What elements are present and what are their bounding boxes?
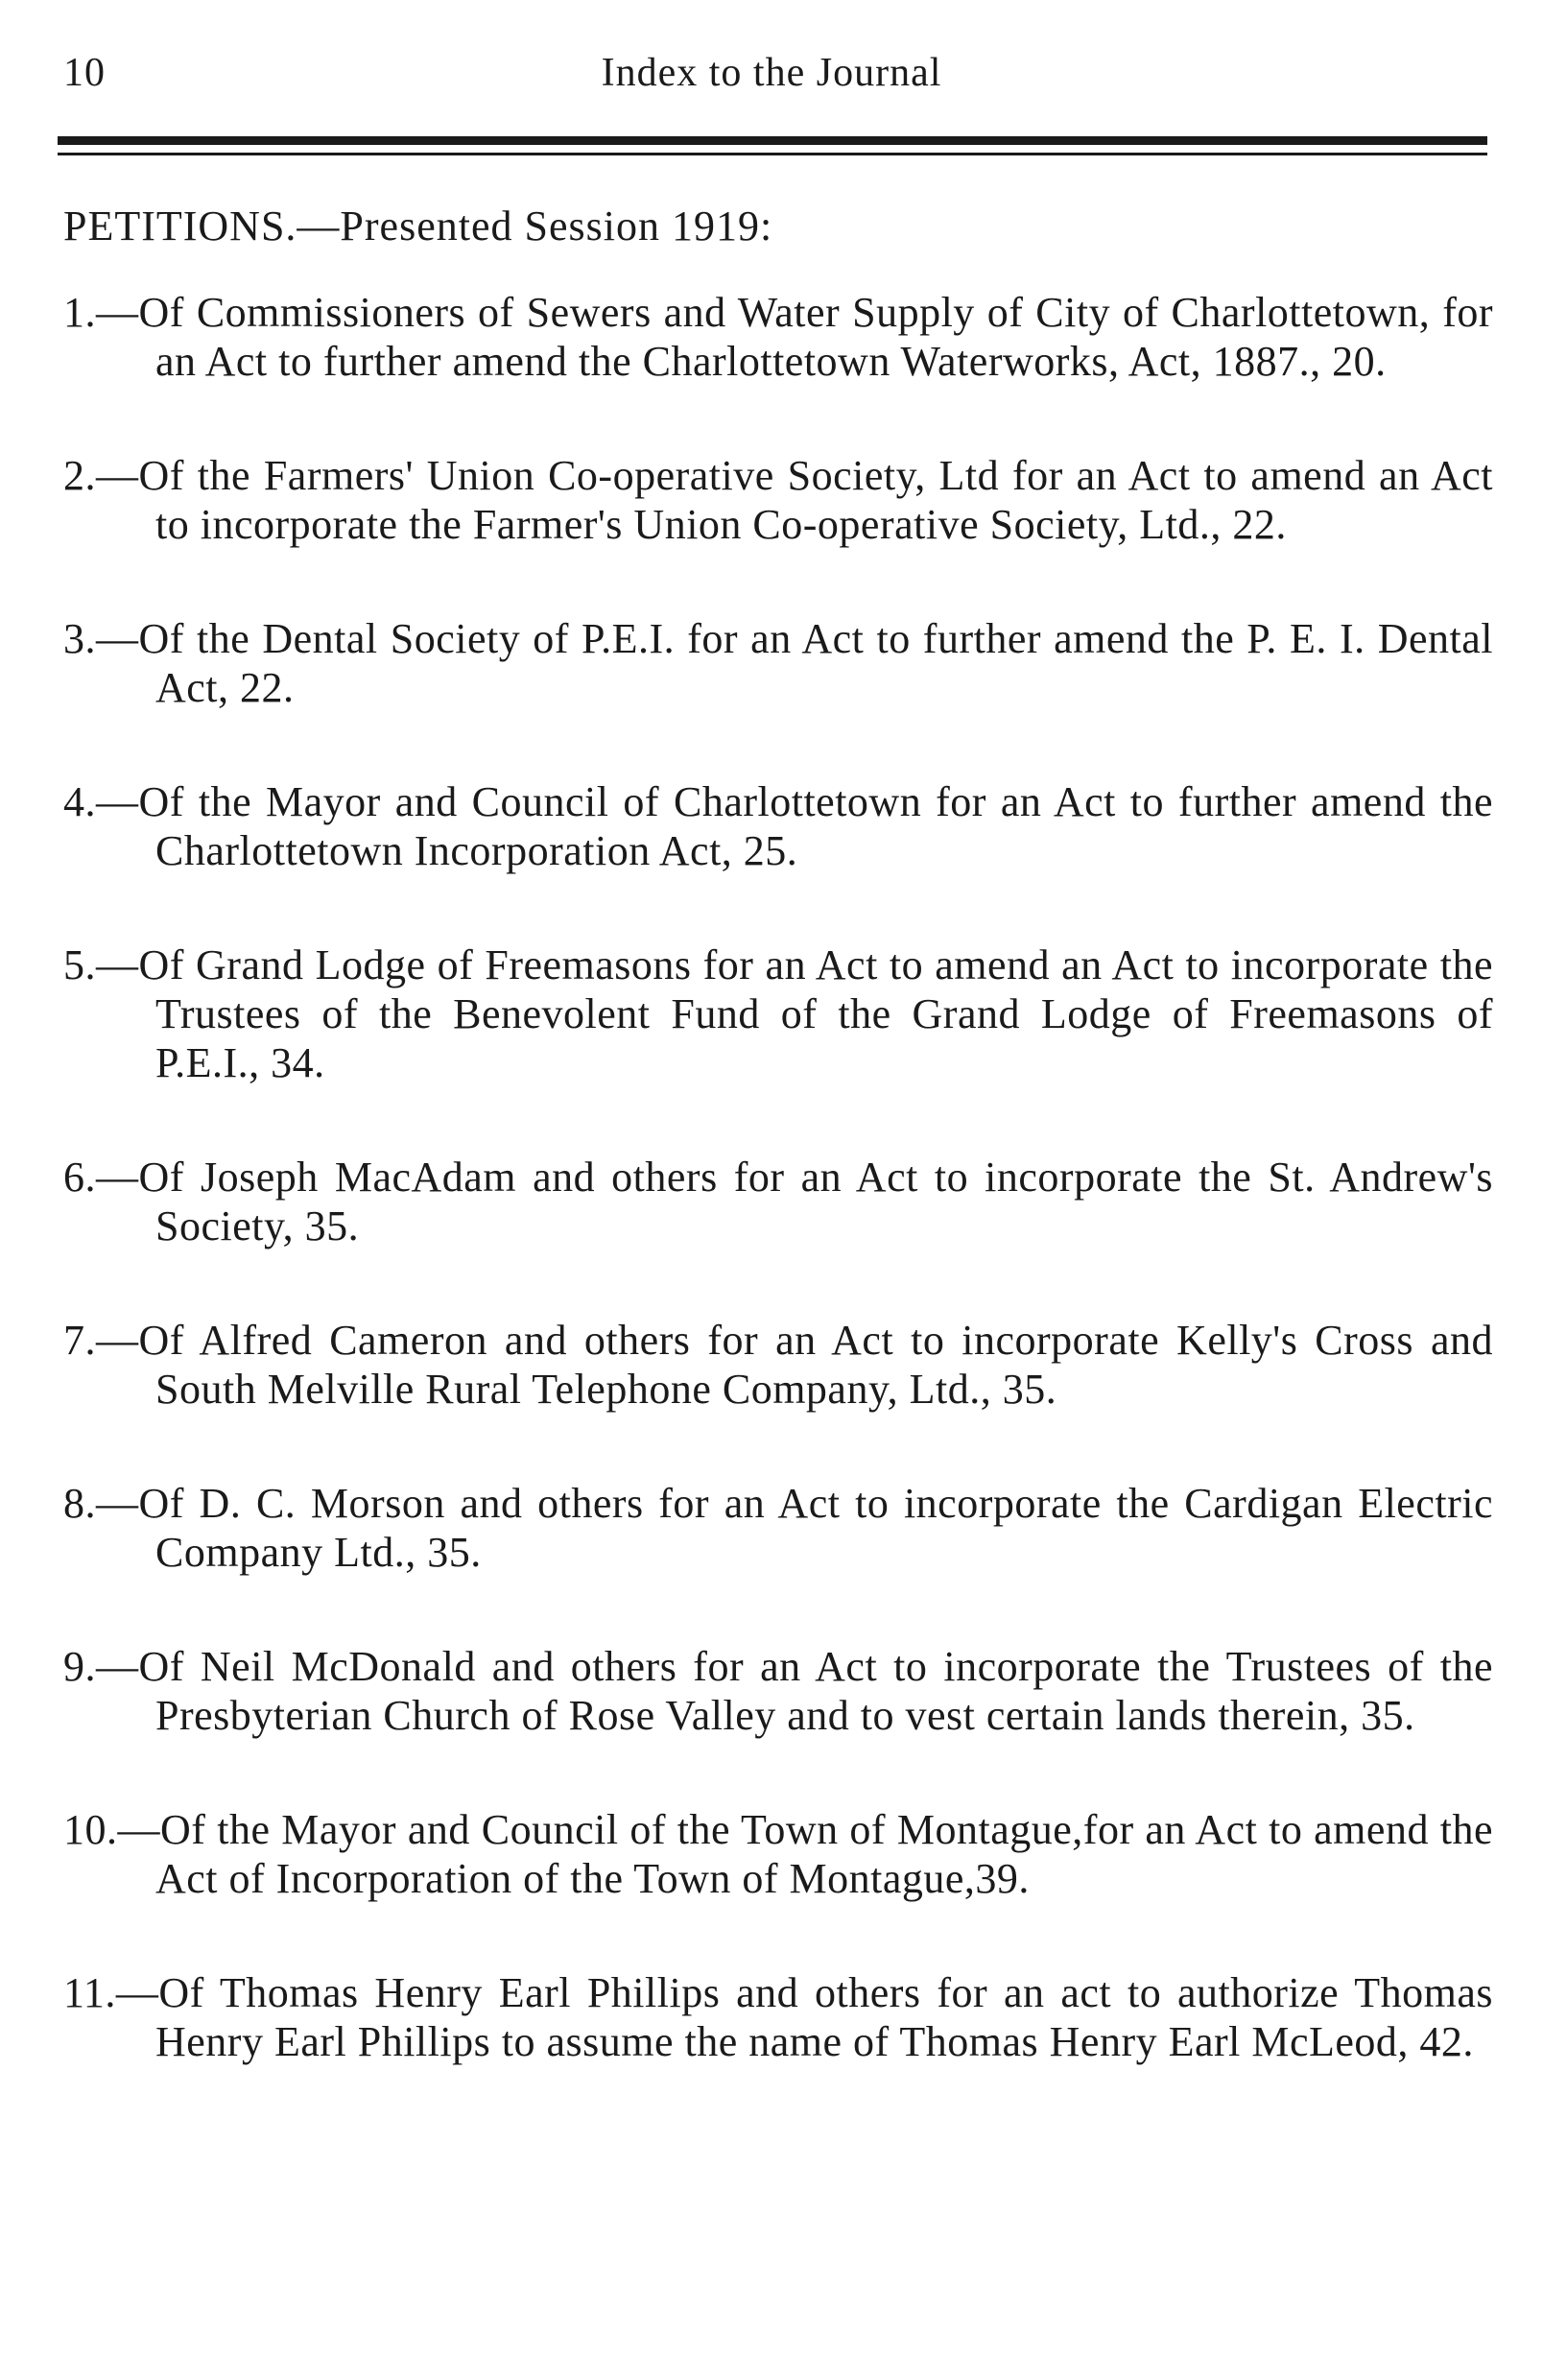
petition-text: Of Grand Lodge of Freemasons for an Act to amend an Act to incorporate the Trustees of the Benevolent Fund of the Grand Lodge of Freemasons of P.E.I., 34. [138, 941, 1493, 1086]
petition-text: Of Joseph MacAdam and others for an Act to incorporate the St. Andrew's Society, 35. [138, 1154, 1493, 1250]
petition-item [63, 451, 1493, 549]
petition-number: 2.— [63, 452, 139, 499]
section-heading: PETITIONS.—Presented Session 1919: [63, 202, 773, 250]
petition-item [63, 614, 1493, 712]
petition-text: Of Neil McDonald and others for an Act to incorporate the Trustees of the Presbyterian Church of Rose Valley and to vest certain lands therein, 35. [138, 1643, 1493, 1739]
header-rule-thick [58, 136, 1487, 145]
petition-text: Of the Dental Society of P.E.I. for an Act to further amend the P. E. I. Dental Act, 22. [138, 615, 1493, 711]
petition-item [63, 777, 1493, 875]
petition-text: Of the Mayor and Council of the Town of Montague,for an Act to amend the Act of Incorporation of the Town of Montague,39. [155, 1806, 1493, 1902]
petition-item [63, 288, 1493, 386]
petition-text: Of Thomas Henry Earl Phillips and others for an act to authorize Thomas Henry Earl Phillips to assume the name of Thomas Henry Earl McLeod, 42. [155, 1969, 1493, 2065]
petition-text: Of Commissioners of Sewers and Water Supply of City of Charlottetown, for an Act to further amend the Charlottetown Waterworks, Act, 1887., 20. [138, 289, 1493, 385]
petition-text: Of the Mayor and Council of Charlottetown for an Act to further amend the Charlottetown Incorporation Act, 25. [138, 778, 1493, 874]
petition-item [63, 940, 1493, 1087]
petition-text: Of Alfred Cameron and others for an Act to incorporate Kelly's Cross and South Melville Rural Telephone Company, Ltd., 35. [138, 1317, 1493, 1413]
petition-item [63, 1153, 1493, 1250]
header-rule-thin [58, 153, 1487, 155]
petition-text: Of the Farmers' Union Co-operative Society, Ltd for an Act to amend an Act to incorporate the Farmer's Union Co-operative Society, Ltd., 22. [138, 452, 1493, 548]
petition-number: 8.— [63, 1480, 139, 1527]
petition-number: 3.— [63, 615, 139, 662]
petition-number: 7.— [63, 1317, 139, 1364]
petition-number: 9.— [63, 1643, 139, 1690]
petition-number: 10.— [63, 1806, 160, 1853]
running-title: Index to the Journal [601, 51, 942, 95]
petition-item [63, 1316, 1493, 1414]
petition-item [63, 1479, 1493, 1577]
petition-item [63, 1968, 1493, 2066]
petition-number: 5.— [63, 941, 139, 988]
petition-item [63, 1805, 1493, 1903]
petition-number: 11.— [63, 1969, 159, 2016]
petition-number: 1.— [63, 289, 139, 336]
petition-number: 4.— [63, 778, 139, 825]
petition-list [63, 288, 1493, 2131]
petition-number: 6.— [63, 1154, 139, 1201]
page-header [63, 50, 1480, 107]
petition-text: Of D. C. Morson and others for an Act to incorporate the Cardigan Electric Company Ltd., 35. [138, 1480, 1493, 1576]
petition-item [63, 1642, 1493, 1740]
page-number: 10 [63, 51, 106, 95]
